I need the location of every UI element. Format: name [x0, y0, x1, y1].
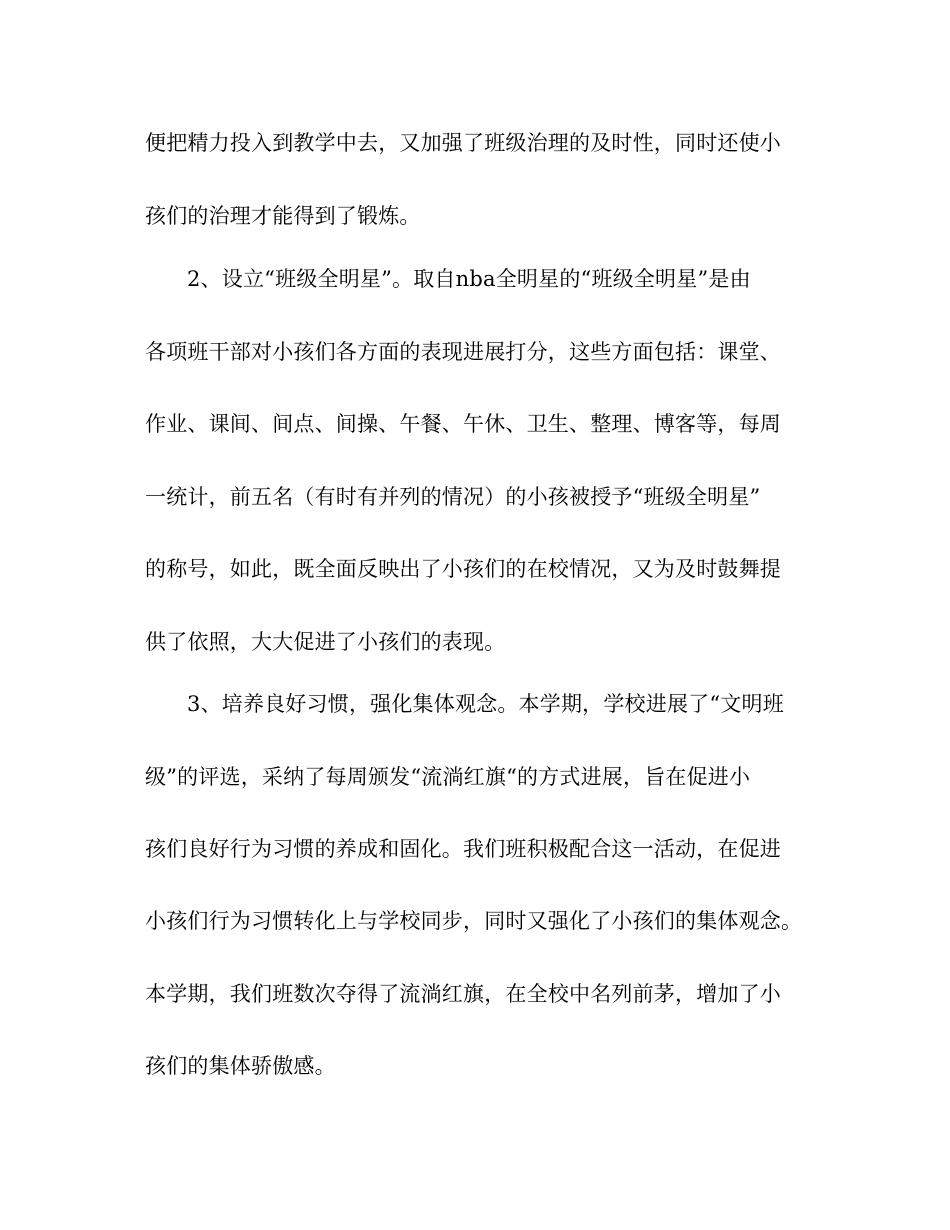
- text-line-12: 小孩们行为习惯转化上与学校同步，同时又强化了小孩们的集体观念。: [145, 909, 803, 933]
- text-line-6: 一统计，前五名（有时有并列的情况）的小孩被授予“班级全明星”: [145, 485, 761, 509]
- text-line-5: 作业、课间、间点、间操、午餐、午休、卫生、整理、博客等，每周: [145, 412, 781, 436]
- text-line-14: 孩们的集体骄傲感。: [145, 1054, 336, 1078]
- text-line-11: 孩们良好行为习惯的养成和固化。我们班积极配合这一活动，在促进: [145, 837, 781, 861]
- text-line-2: 孩们的治理才能得到了锻炼。: [145, 204, 421, 228]
- text-line-3: 2、设立“班级全明星”。取自nba全明星的“班级全明星”是由: [187, 267, 751, 291]
- text-line-10: 级”的评选，采纳了每周颁发“流淌红旗“的方式进展，旨在促进小: [145, 765, 751, 789]
- text-line-9: 3、培养良好习惯，强化集体观念。本学期，学校进展了“文明班: [187, 692, 784, 716]
- text-line-13: 本学期，我们班数次夺得了流淌红旗，在全校中名列前茅，增加了小: [145, 982, 781, 1006]
- text-line-1: 便把精力投入到教学中去，又加强了班级治理的及时性，同时还使小: [145, 131, 781, 155]
- text-line-8: 供了依照，大大促进了小孩们的表现。: [145, 630, 506, 654]
- text-line-7: 的称号，如此，既全面反映出了小孩们的在校情况，又为及时鼓舞提: [145, 557, 781, 581]
- text-line-4: 各项班干部对小孩们各方面的表现进展打分，这些方面包括：课堂、: [145, 340, 781, 364]
